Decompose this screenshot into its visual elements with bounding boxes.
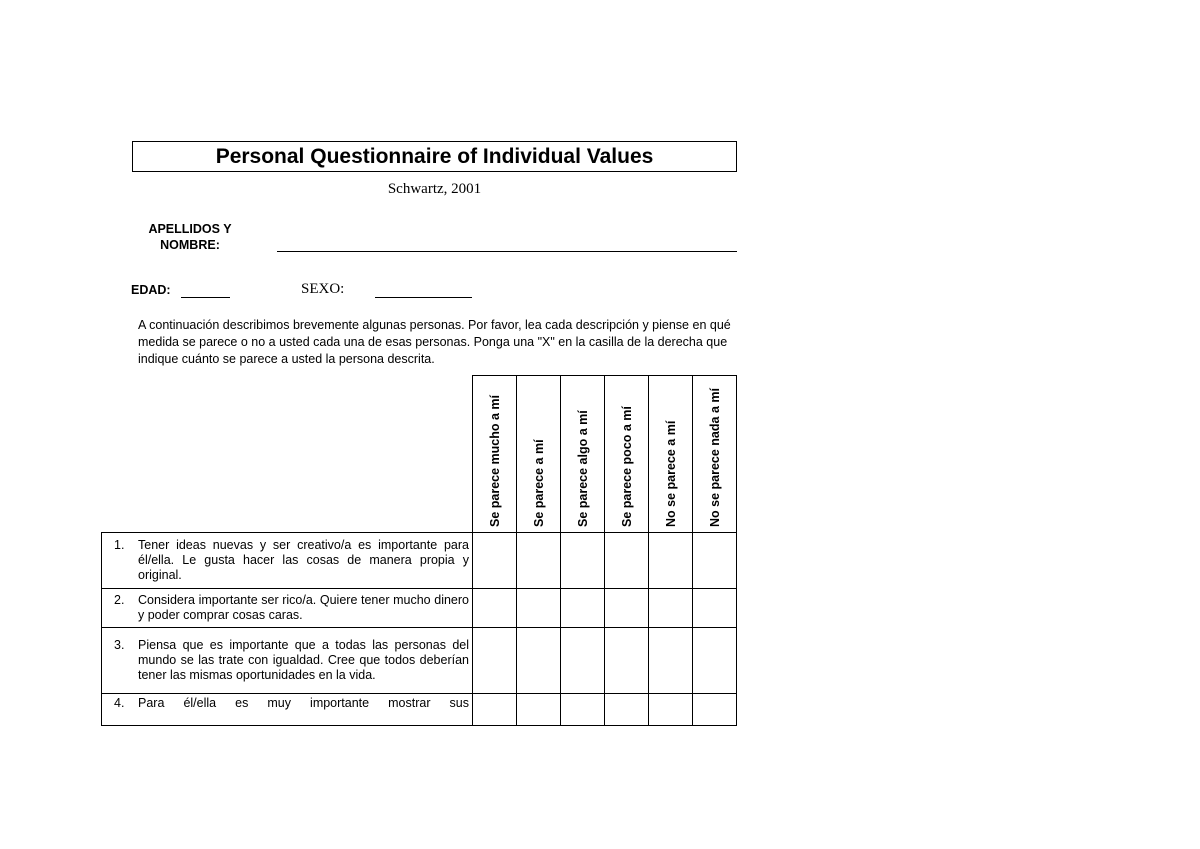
answer-checkbox[interactable] [605,589,649,628]
answer-checkbox[interactable] [605,533,649,589]
answer-checkbox[interactable] [561,628,605,694]
col-header: Se parece a mí [517,376,561,533]
answer-checkbox[interactable] [649,533,693,589]
col-header: Se parece algo a mí [561,376,605,533]
answer-checkbox[interactable] [605,628,649,694]
answer-checkbox[interactable] [693,589,737,628]
item-cell [102,628,473,694]
answer-checkbox[interactable] [693,628,737,694]
answer-checkbox[interactable] [473,628,517,694]
name-field-line[interactable] [277,251,737,252]
item-cell [102,694,473,726]
col-header: Se parece mucho a mí [473,376,517,533]
values-table [101,375,737,726]
answer-checkbox[interactable] [517,533,561,589]
answer-checkbox[interactable] [561,694,605,726]
item-number: 1. [114,538,125,552]
answer-checkbox[interactable] [605,694,649,726]
item-text: Piensa que es importante que a todas las personas del mundo se las trate con igualdad. Cree que todos deberían tener las mismas oportunidades en la vida. [138,638,469,682]
answer-checkbox[interactable] [517,589,561,628]
sex-label: SEXO: [301,281,345,297]
age-label: EDAD: [131,283,171,297]
table-row [102,589,737,628]
table-row [102,694,737,726]
col-header: Se parece poco a mí [605,376,649,533]
item-cell [102,589,473,628]
questionnaire-title: Personal Questionnaire of Individual Values [132,141,737,172]
answer-checkbox[interactable] [561,533,605,589]
item-text: Tener ideas nuevas y ser creativo/a es importante para él/ella. Le gusta hacer las cosas de manera propia y original. [138,538,469,582]
name-label: APELLIDOS Y NOMBRE: [148,222,232,252]
table-header-row [102,376,737,533]
table-row [102,628,737,694]
header-blank-cell [102,376,473,533]
author-citation: Schwartz, 2001 [387,181,482,197]
item-number: 4. [114,696,125,710]
answer-checkbox[interactable] [649,589,693,628]
answer-checkbox[interactable] [649,628,693,694]
answer-checkbox[interactable] [473,589,517,628]
answer-checkbox[interactable] [473,533,517,589]
answer-checkbox[interactable] [473,694,517,726]
sex-field-line[interactable] [375,297,472,298]
item-text: Considera importante ser rico/a. Quiere tener mucho dinero y poder comprar cosas caras. [138,593,469,622]
answer-checkbox[interactable] [693,694,737,726]
answer-checkbox[interactable] [649,694,693,726]
item-number: 2. [114,593,125,607]
item-cell [102,533,473,589]
instructions-text: A continuación describimos brevemente algunas personas. Por favor, lea cada descripción y piense en qué medida se parece o no a usted cada una de esas personas. Ponga una "X" en la casilla de la derecha que indique cuánto se parece a usted la persona descrita. [138,318,731,366]
answer-checkbox[interactable] [693,533,737,589]
col-header: No se parece nada a mí [693,376,737,533]
answer-checkbox[interactable] [517,694,561,726]
item-text: Para él/ella es muy importante mostrar sus [138,696,469,710]
answer-checkbox[interactable] [517,628,561,694]
table-row [102,533,737,589]
item-number: 3. [114,638,125,652]
answer-checkbox[interactable] [561,589,605,628]
age-field-line[interactable] [181,297,230,298]
col-header: No se parece a mí [649,376,693,533]
